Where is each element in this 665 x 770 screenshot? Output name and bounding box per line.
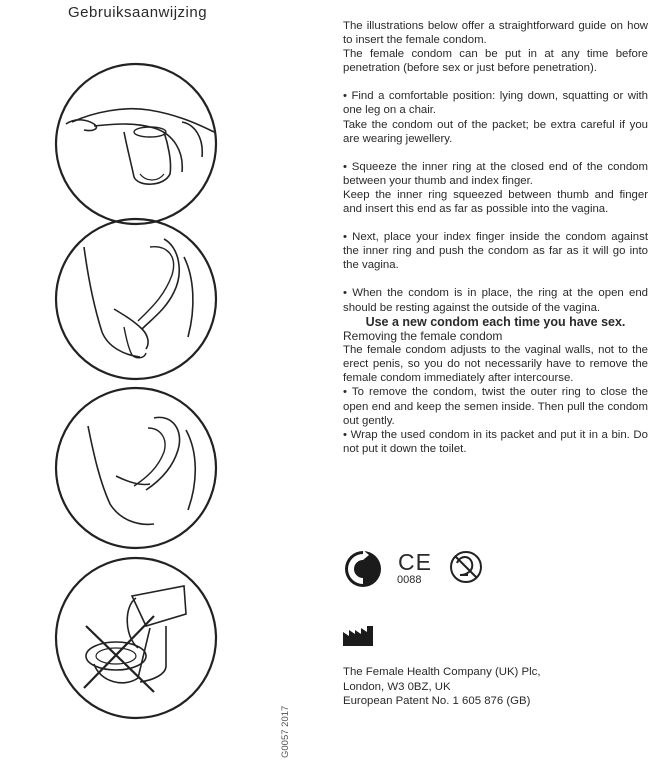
- step-2-lead: • Squeeze the inner ring at the closed end of the condom between your thumb and index finger.: [343, 160, 648, 187]
- notified-body-number: 0088: [397, 574, 422, 586]
- removal-text-2: • To remove the condom, twist the outer ring to close the open end and keep the semen inside. Then pull the condom out gently.: [343, 386, 648, 427]
- step-3-lead: • Next, place your index finger inside the condom against the inner ring and push the condom as far as it will go into the vagina.: [343, 231, 648, 272]
- intro-text-2: The female condom can be put in at any time before penetration (before sex or just before penetration).: [343, 48, 648, 75]
- step-2-detail: Keep the inner ring squeezed between thumb and finger and insert this end as far as possible into the vagina.: [343, 188, 648, 216]
- removal-text-3: • Wrap the used condom in its packet and put it in a bin. Do not put it down the toilet.: [343, 428, 648, 455]
- document-code: G0057 2017: [280, 705, 291, 758]
- push-in-icon: [54, 386, 218, 550]
- step-1-detail: Take the condom out of the packet; be extra careful if you are wearing jewellery.: [343, 118, 648, 145]
- step-1-lead: • Find a comfortable position: lying down, squatting or with one leg on a chair.: [343, 90, 648, 117]
- page-title: Gebruiksaanwijzing: [68, 4, 208, 21]
- manufacturer-icon: [343, 626, 375, 646]
- address-line-1: The Female Health Company (UK) Plc,: [343, 666, 541, 678]
- step-4-lead: • When the condom is in place, the ring at the open end should be resting against the outside of the vagina.: [343, 287, 648, 314]
- intro-text-1: The illustrations below offer a straightforward guide on how to insert the female condom.: [343, 20, 648, 47]
- illustration-squeeze-ring: [54, 62, 218, 226]
- illustration-insert: [54, 217, 218, 381]
- illustration-no-toilet: [54, 556, 218, 720]
- removal-text-1: The female condom adjusts to the vaginal walls, not to the erect penis, so you do not necessarily have to remove the female condom immediately after intercourse.: [343, 344, 648, 385]
- emphasis-note: Use a new condom each time you have sex.: [365, 314, 626, 329]
- illustration-push-in: [54, 386, 218, 550]
- green-dot-recycling-icon: [343, 549, 383, 589]
- address-line-2: London, W3 0BZ, UK: [343, 680, 451, 693]
- no-toilet-icon: [54, 556, 218, 720]
- ce-mark-icon: CE: [398, 549, 432, 575]
- removal-heading: Removing the female condom: [343, 329, 503, 344]
- insertion-icon: [54, 217, 218, 381]
- hand-squeeze-icon: [54, 62, 218, 226]
- instructions-column: [343, 19, 648, 456]
- do-not-reuse-icon: [448, 549, 484, 585]
- manufacturer-address: [343, 665, 541, 709]
- address-line-3: European Patent No. 1 605 876 (GB): [343, 695, 531, 707]
